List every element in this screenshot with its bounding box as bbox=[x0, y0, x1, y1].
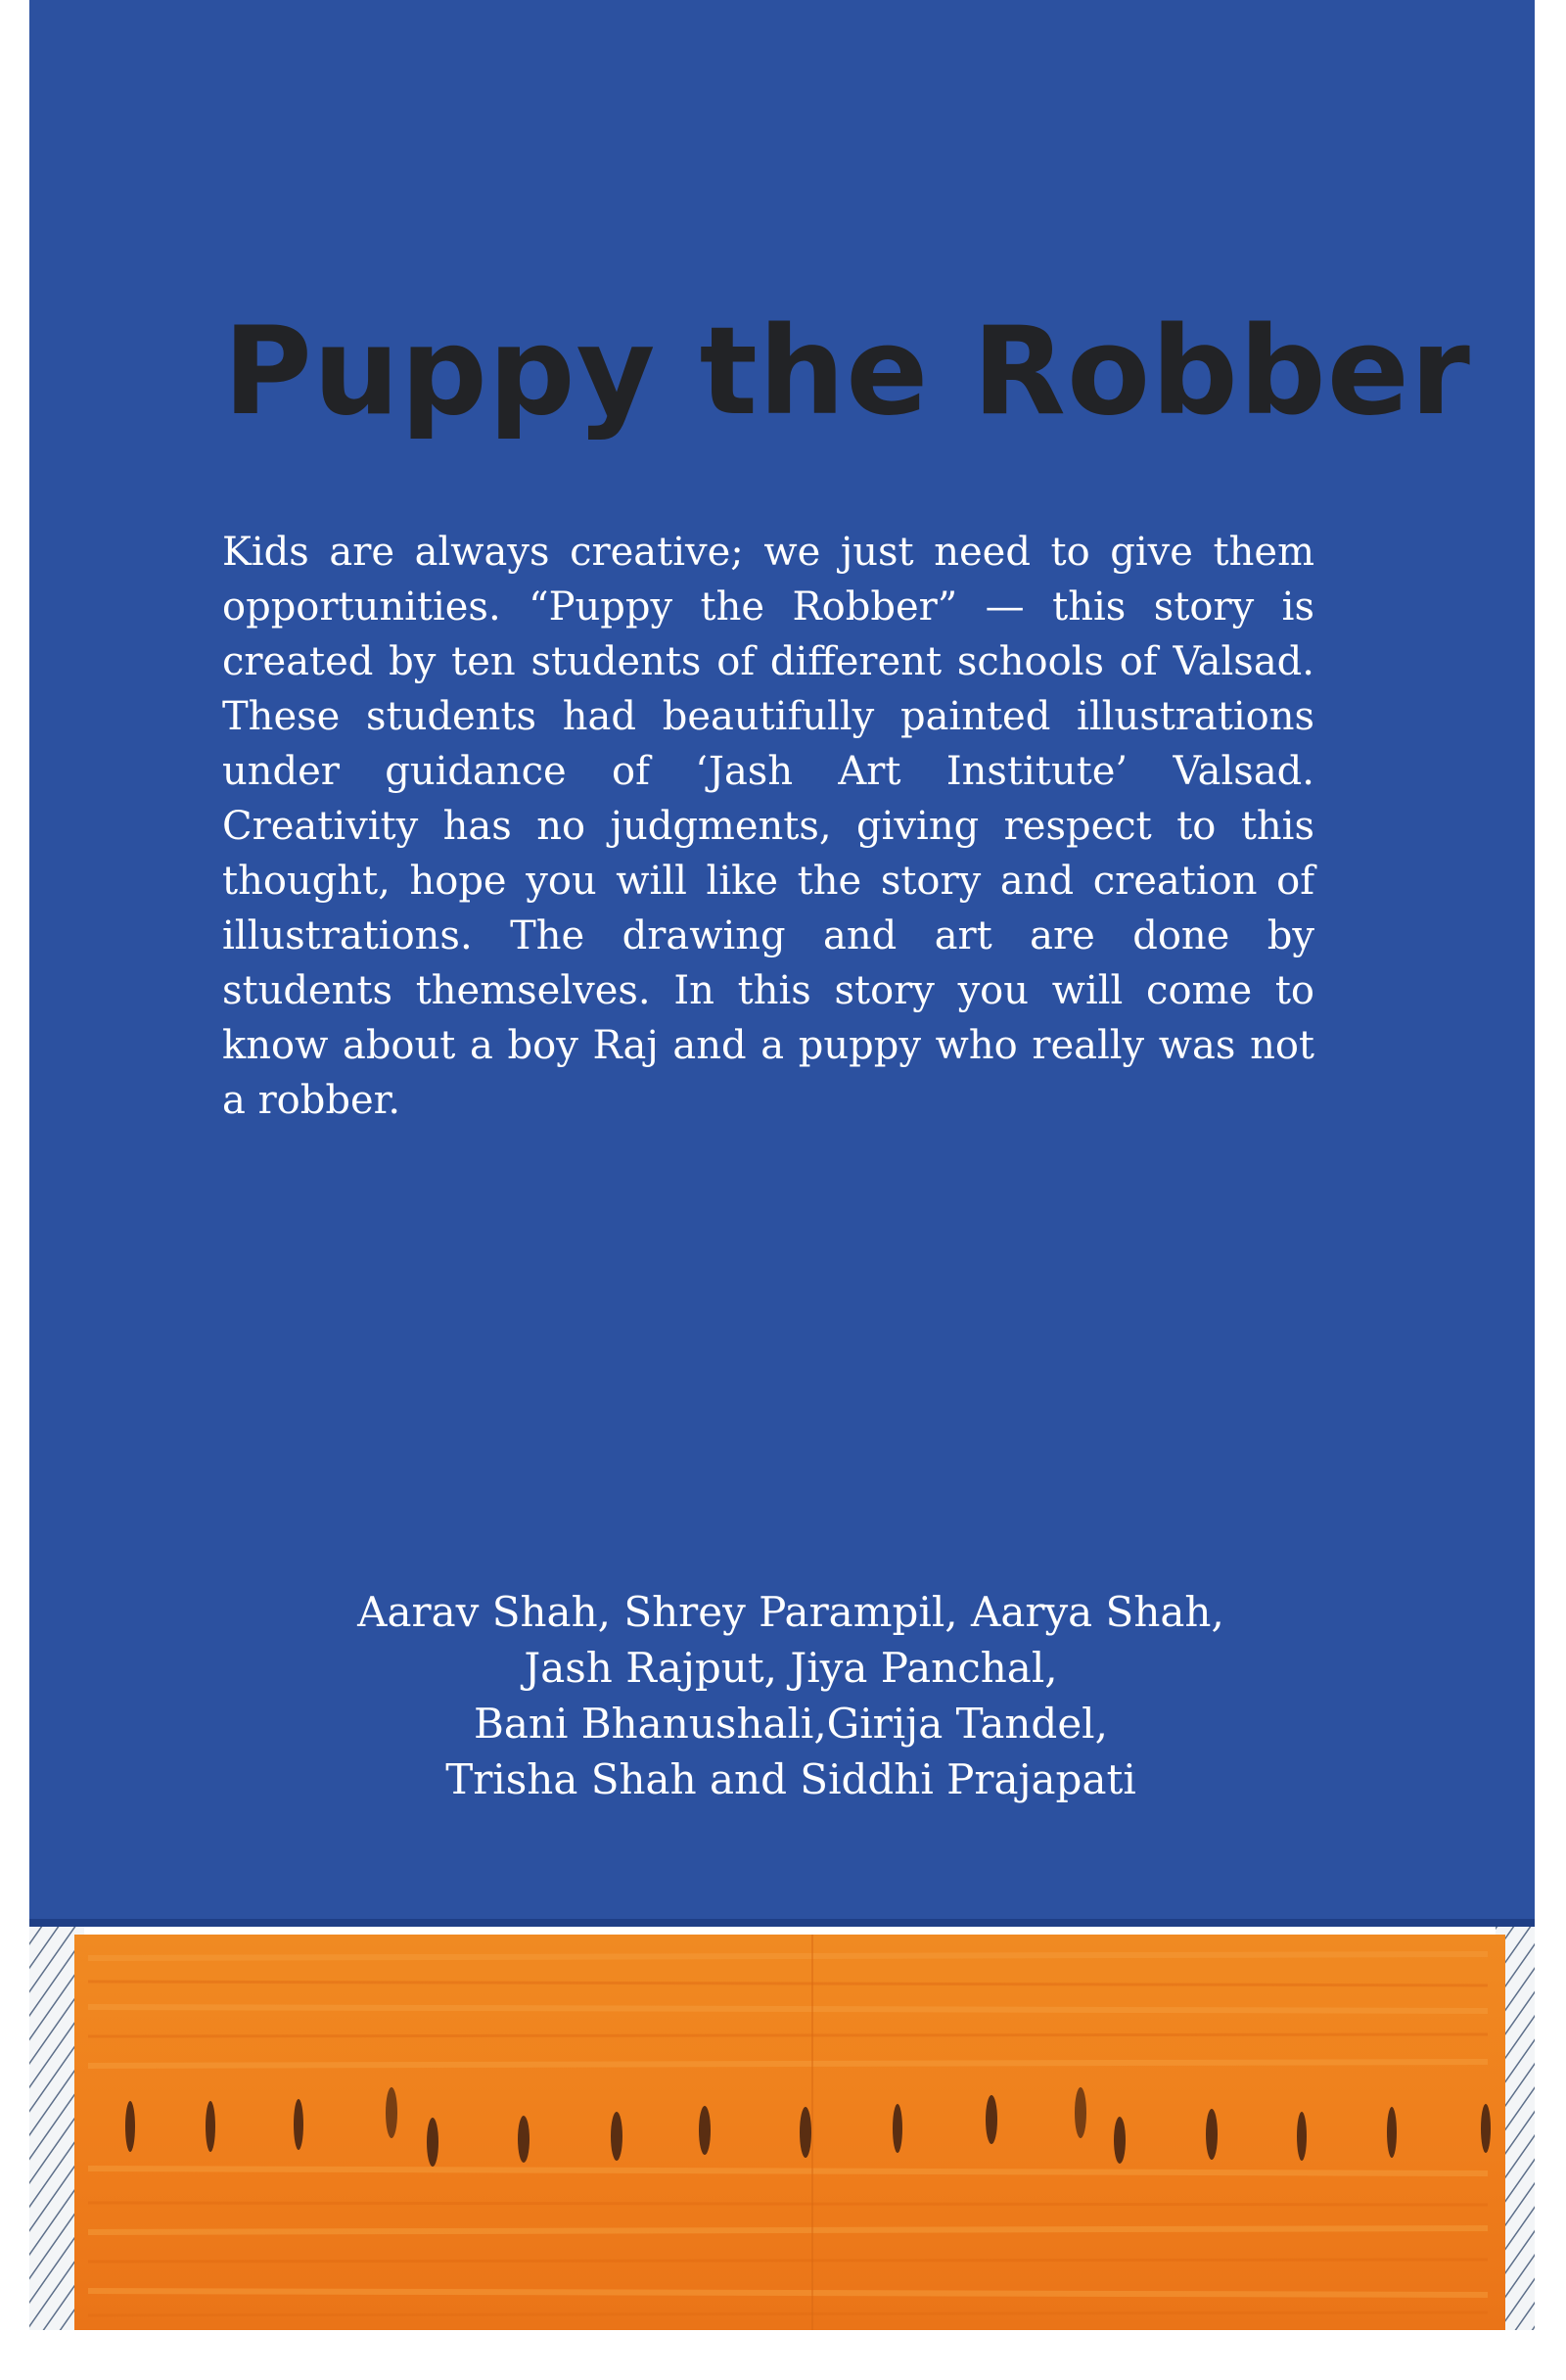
book-title: Puppy the Robber bbox=[223, 302, 1471, 443]
book-blurb: Kids are always creative; we just need to give them opportunities. “Puppy the Robber” — this story is created by ten students of different schools of Valsad. These students had beautifully painted illustrations under guidance of ‘Jash Art Institute’ Valsad. Creativity has no judgments, giving respect to this thought, hope you will like the story and creation of illustrations. The drawing and art are done by students themselves. In this story you will come to know about a boy Raj and a puppy who really was not a robber. bbox=[222, 530, 1314, 1123]
author-line: Bani Bhanushali,Girija Tandel, bbox=[474, 1700, 1108, 1748]
painted-illustration bbox=[29, 1919, 1535, 2350]
painted-fence-icon bbox=[29, 1919, 1535, 2350]
author-list bbox=[223, 1584, 1359, 1807]
author-line: Aarav Shah, Shrey Parampil, Aarya Shah, bbox=[357, 1588, 1224, 1636]
author-line: Jash Rajput, Jiya Panchal, bbox=[524, 1644, 1058, 1692]
author-line: Trisha Shah and Siddhi Prajapati bbox=[445, 1755, 1136, 1803]
